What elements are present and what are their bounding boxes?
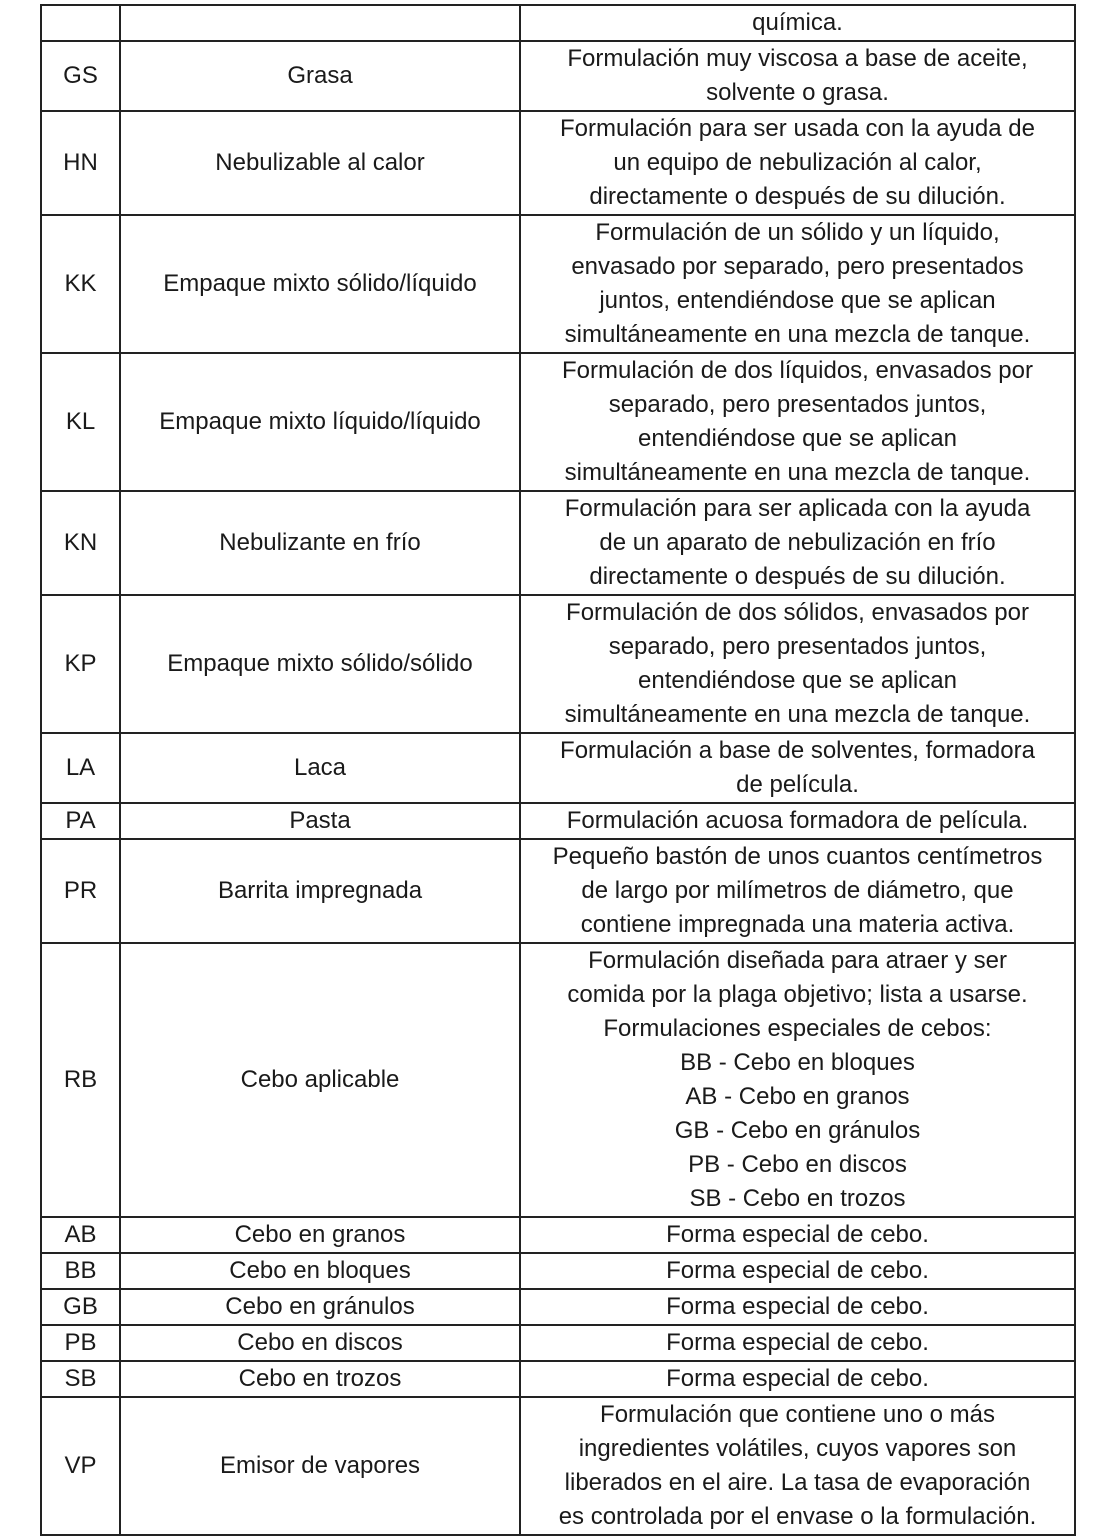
description-line: envasado por separado, pero presentados — [571, 253, 1024, 280]
name-cell: Nebulizable al calor — [120, 111, 520, 215]
description-cell — [520, 943, 1075, 1217]
table-row — [41, 353, 1075, 491]
code-cell: AB — [41, 1217, 120, 1253]
description-line: química. — [752, 9, 843, 36]
description-line: BB - Cebo en bloques — [680, 1049, 915, 1076]
table-row — [41, 1397, 1075, 1535]
name-cell: Barrita impregnada — [120, 839, 520, 943]
table-row — [41, 5, 1075, 41]
code-cell: BB — [41, 1253, 120, 1289]
description-line: Pequeño bastón de unos cuantos centímetros — [552, 843, 1043, 870]
description-line: un equipo de nebulización al calor, — [613, 149, 982, 176]
description-line: Formulación de dos líquidos, envasados por — [562, 357, 1033, 384]
table-row — [41, 41, 1075, 111]
name-cell: Empaque mixto sólido/líquido — [120, 215, 520, 353]
name-cell: Emisor de vapores — [120, 1397, 520, 1535]
description-line: contiene impregnada una materia activa. — [580, 911, 1015, 938]
description-line: Formulaciones especiales de cebos: — [603, 1015, 992, 1042]
description-line: Forma especial de cebo. — [666, 1221, 929, 1248]
description-line: comida por la plaga objetivo; lista a usarse. — [567, 981, 1028, 1008]
description-cell — [520, 1397, 1075, 1535]
description-line: ingredientes volátiles, cuyos vapores son — [578, 1435, 1017, 1462]
description-line: Formulación diseñada para atraer y ser — [588, 947, 1007, 974]
description-cell — [520, 353, 1075, 491]
description-line: PB - Cebo en discos — [688, 1151, 907, 1178]
description-line: Formulación muy viscosa a base de aceite, — [567, 45, 1028, 72]
table-row — [41, 943, 1075, 1217]
table-row — [41, 1253, 1075, 1289]
description-line: Forma especial de cebo. — [666, 1365, 929, 1392]
description-line: entendiéndose que se aplican — [638, 425, 957, 452]
description-line: entendiéndose que se aplican — [638, 667, 957, 694]
description-line: de un aparato de nebulización en frío — [599, 529, 996, 556]
name-cell: Cebo en discos — [120, 1325, 520, 1361]
code-cell: KL — [41, 353, 120, 491]
code-cell — [41, 5, 120, 41]
table-row — [41, 491, 1075, 595]
description-cell — [520, 595, 1075, 733]
name-cell: Laca — [120, 733, 520, 803]
name-cell: Cebo en trozos — [120, 1361, 520, 1397]
description-line: Forma especial de cebo. — [666, 1329, 929, 1356]
name-cell: Grasa — [120, 41, 520, 111]
description-line: directamente o después de su dilución. — [589, 563, 1006, 590]
code-cell: PA — [41, 803, 120, 839]
code-cell: KP — [41, 595, 120, 733]
name-cell: Cebo en gránulos — [120, 1289, 520, 1325]
description-line: de película. — [736, 771, 859, 798]
description-cell — [520, 1253, 1075, 1289]
description-line: GB - Cebo en gránulos — [674, 1117, 921, 1144]
description-line: de largo por milímetros de diámetro, que — [581, 877, 1014, 904]
code-cell: LA — [41, 733, 120, 803]
name-cell — [120, 5, 520, 41]
description-line: simultáneamente en una mezcla de tanque. — [564, 321, 1031, 348]
code-cell: VP — [41, 1397, 120, 1535]
code-cell: GB — [41, 1289, 120, 1325]
description-cell — [520, 41, 1075, 111]
table-row — [41, 595, 1075, 733]
description-line: separado, pero presentados juntos, — [608, 391, 987, 418]
name-cell: Cebo en bloques — [120, 1253, 520, 1289]
description-cell — [520, 1325, 1075, 1361]
table-row — [41, 215, 1075, 353]
description-line: simultáneamente en una mezcla de tanque. — [564, 701, 1031, 728]
description-cell — [520, 839, 1075, 943]
table-row — [41, 1325, 1075, 1361]
code-cell: RB — [41, 943, 120, 1217]
name-cell: Empaque mixto líquido/líquido — [120, 353, 520, 491]
description-line: simultáneamente en una mezcla de tanque. — [564, 459, 1031, 486]
code-cell: HN — [41, 111, 120, 215]
description-line: Forma especial de cebo. — [666, 1257, 929, 1284]
formulation-table-body — [41, 5, 1075, 1535]
description-line: directamente o después de su dilución. — [589, 183, 1006, 210]
table-row — [41, 111, 1075, 215]
description-cell — [520, 491, 1075, 595]
table-row — [41, 1217, 1075, 1253]
description-line: separado, pero presentados juntos, — [608, 633, 987, 660]
description-line: Formulación de dos sólidos, envasados por — [566, 599, 1029, 626]
description-line: Formulación para ser usada con la ayuda de — [560, 115, 1035, 142]
code-cell: KN — [41, 491, 120, 595]
table-row — [41, 803, 1075, 839]
description-cell — [520, 215, 1075, 353]
description-cell — [520, 803, 1075, 839]
table-row — [41, 1289, 1075, 1325]
description-cell — [520, 1361, 1075, 1397]
description-line: SB - Cebo en trozos — [689, 1185, 906, 1212]
description-line: Formulación que contiene uno o más — [600, 1401, 995, 1428]
code-cell: SB — [41, 1361, 120, 1397]
name-cell: Cebo en granos — [120, 1217, 520, 1253]
description-line: Formulación de un sólido y un líquido, — [595, 219, 1000, 246]
description-cell — [520, 5, 1075, 41]
description-line: juntos, entendiéndose que se aplican — [599, 287, 996, 314]
description-cell — [520, 733, 1075, 803]
table-row — [41, 839, 1075, 943]
description-line: Formulación acuosa formadora de película. — [566, 807, 1029, 834]
table-row — [41, 733, 1075, 803]
description-cell — [520, 1289, 1075, 1325]
description-line: Forma especial de cebo. — [666, 1293, 929, 1320]
description-line: solvente o grasa. — [706, 79, 889, 106]
description-line: Formulación para ser aplicada con la ayuda — [564, 495, 1031, 522]
code-cell: PB — [41, 1325, 120, 1361]
name-cell: Pasta — [120, 803, 520, 839]
name-cell: Cebo aplicable — [120, 943, 520, 1217]
description-cell — [520, 111, 1075, 215]
name-cell: Nebulizante en frío — [120, 491, 520, 595]
description-line: AB - Cebo en granos — [685, 1083, 910, 1110]
code-cell: GS — [41, 41, 120, 111]
description-line: liberados en el aire. La tasa de evaporación — [564, 1469, 1031, 1496]
code-cell: KK — [41, 215, 120, 353]
code-cell: PR — [41, 839, 120, 943]
name-cell: Empaque mixto sólido/sólido — [120, 595, 520, 733]
formulation-table — [40, 4, 1076, 1536]
description-cell — [520, 1217, 1075, 1253]
description-line: es controlada por el envase o la formulación. — [558, 1503, 1037, 1530]
table-row — [41, 1361, 1075, 1397]
description-line: Formulación a base de solventes, formadora — [560, 737, 1035, 764]
